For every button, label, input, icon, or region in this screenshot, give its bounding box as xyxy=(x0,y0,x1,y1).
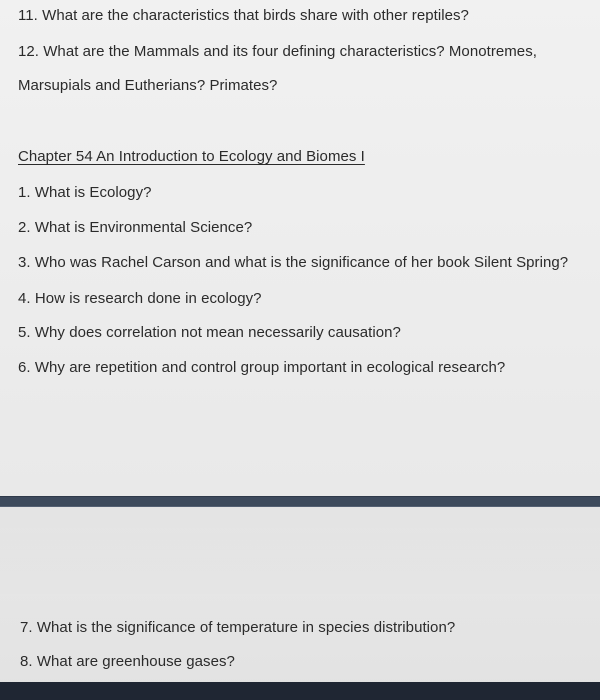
chapter-question-4: 4. How is research done in ecology? xyxy=(18,290,262,307)
chapter-question-2: 2. What is Environmental Science? xyxy=(18,219,253,236)
bottom-edge-bar xyxy=(0,682,600,700)
chapter-question-6: 6. Why are repetition and control group important in ecological research? xyxy=(18,359,506,376)
question-12-continued: Marsupials and Eutherians? Primates? xyxy=(18,77,278,94)
question-12: 12. What are the Mammals and its four defining characteristics? Monotremes, xyxy=(18,43,537,60)
chapter-question-7: 7. What is the significance of temperature in species distribution? xyxy=(20,619,456,636)
chapter-question-1: 1. What is Ecology? xyxy=(18,184,152,201)
page-shadow xyxy=(0,505,600,605)
chapter-question-5: 5. Why does correlation not mean necessarily causation? xyxy=(18,324,401,341)
chapter-question-8: 8. What are greenhouse gases? xyxy=(20,653,235,670)
chapter-heading: Chapter 54 An Introduction to Ecology and Biomes I xyxy=(18,148,365,165)
question-11: 11. What are the characteristics that birds share with other reptiles? xyxy=(18,7,469,24)
chapter-question-3: 3. Who was Rachel Carson and what is the significance of her book Silent Spring? xyxy=(18,254,569,271)
